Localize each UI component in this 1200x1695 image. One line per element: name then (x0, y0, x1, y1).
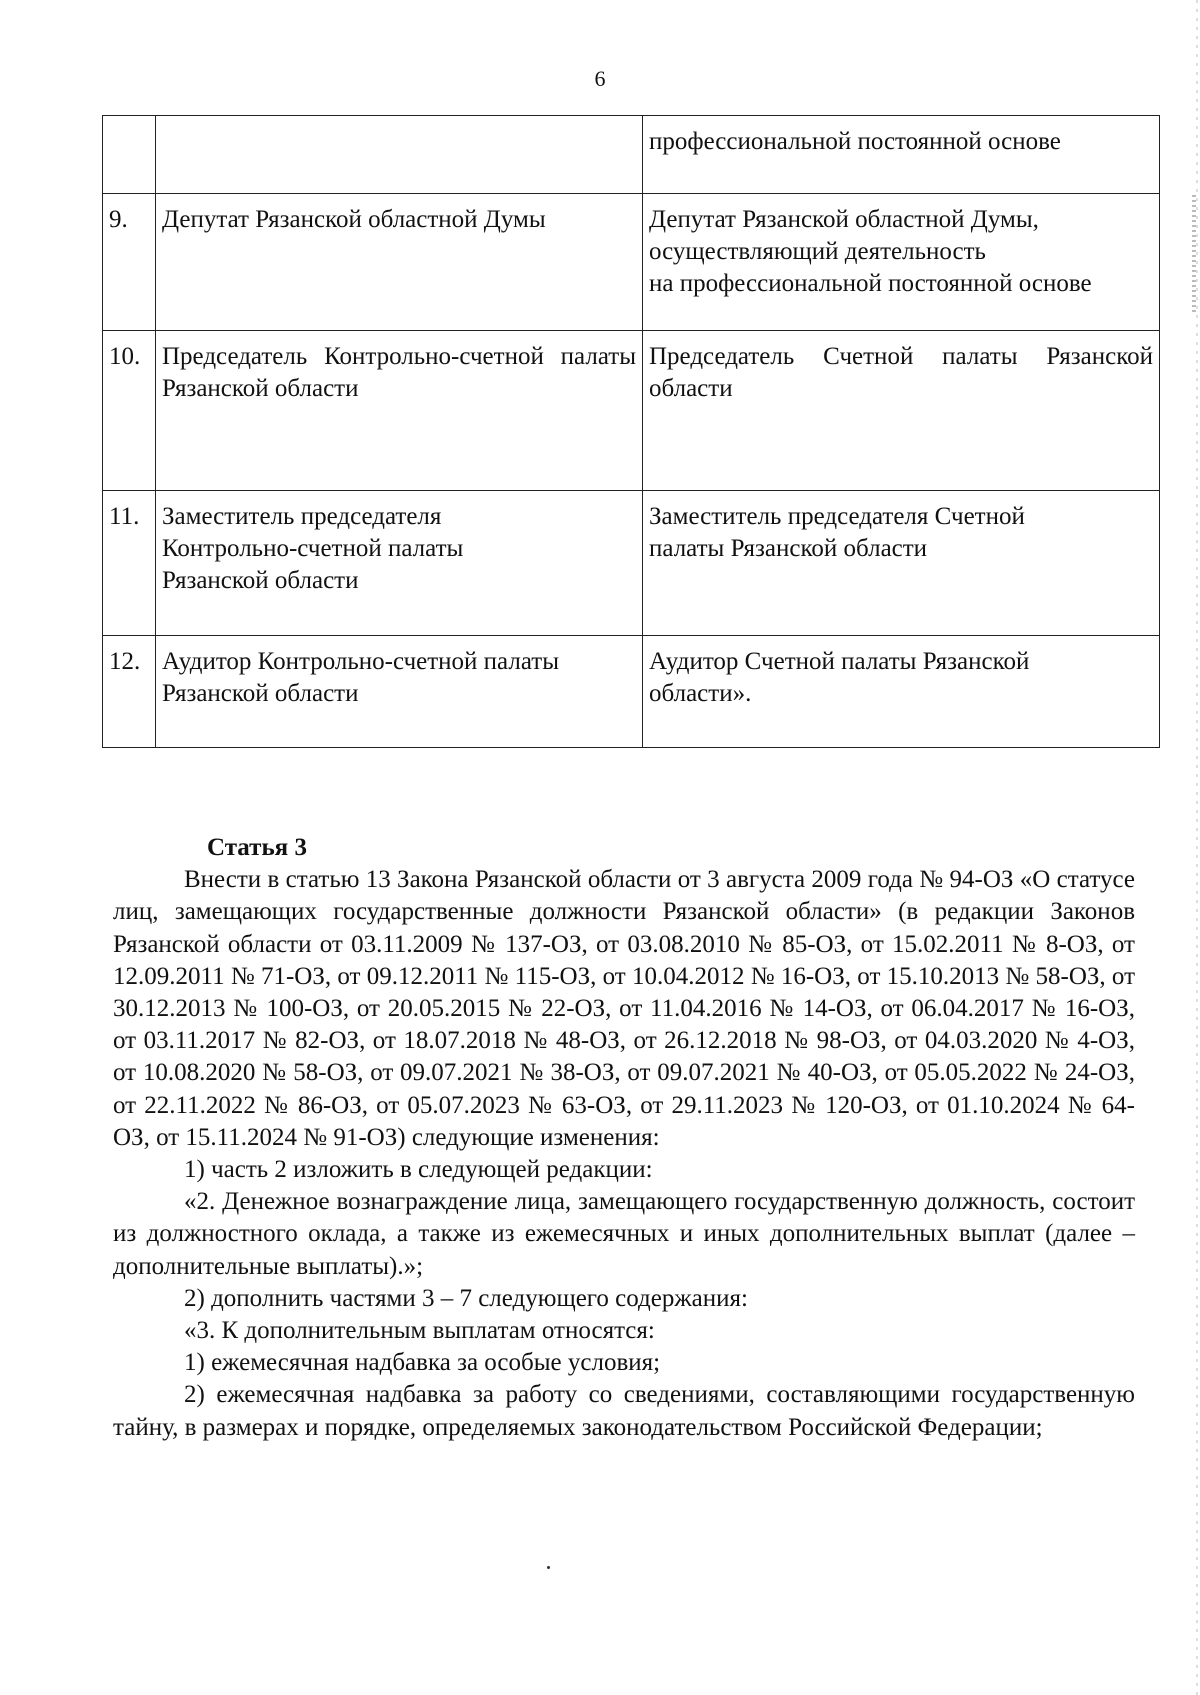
article-paragraph: Внести в статью 13 Закона Рязанской области от 3 августа 2009 года № 94-ОЗ «О статусе лиц, замещающих государственные должности Рязанской области» (в редакции Законов Рязанской области от 03.11.2009 № 137-ОЗ, от 03.08.2010 № 85-ОЗ, от 15.02.2011 № 8-ОЗ, от 12.09.2011 № 71-ОЗ, от 09.12.2011 № 115-ОЗ, от 10.04.2012 № 16-ОЗ, от 15.10.2013 № 58-ОЗ, от 30.12.2013 № 100-ОЗ, от 20.05.2015 № 22-ОЗ, от 11.04.2016 № 14-ОЗ, от 06.04.2017 № 16-ОЗ, от 03.11.2017 № 82-ОЗ, от 18.07.2018 № 48-ОЗ, от 26.12.2018 № 98-ОЗ, от 04.03.2020 № 4-ОЗ, от 10.08.2020 № 58-ОЗ, от 09.07.2021 № 38-ОЗ, от 09.07.2021 № 40-ОЗ, от 05.05.2022 № 24-ОЗ, от 22.11.2022 № 86-ОЗ, от 05.07.2023 № 63-ОЗ, от 29.11.2023 № 120-ОЗ, от 01.10.2024 № 64-ОЗ, от 15.11.2024 № 91-ОЗ) следующие изменения: (113, 866, 1135, 1151)
article-paragraph: «3. К дополнительным выплатам относятся: (184, 1317, 655, 1345)
article-paragraph: 2) ежемесячная надбавка за работу со сведениями, составляющими государственную тайну, в размерах и порядке, определяемых законодательством Российской Федерации; (113, 1381, 1135, 1441)
old-position (156, 116, 643, 194)
table-row (103, 194, 1160, 331)
table-row (103, 331, 1160, 491)
article-paragraph: 1) часть 2 изложить в следующей редакции: (184, 1156, 653, 1184)
article-3 (113, 832, 1135, 1444)
article-title: Статья 3 (207, 834, 307, 861)
new-position: Депутат Рязанской областной Думы, осуществляющий деятельность на профессиональной постоянной основе (643, 194, 1160, 331)
positions-table (102, 115, 1160, 748)
row-number (103, 116, 156, 194)
old-position: Председатель Контрольно-счетной палаты Рязанской области (156, 331, 643, 491)
old-position: Аудитор Контрольно-счетной палаты Рязанской области (156, 636, 643, 748)
table-row (103, 636, 1160, 748)
old-position: Депутат Рязанской областной Думы (156, 194, 643, 331)
scan-speck (547, 1566, 550, 1569)
table-row (103, 491, 1160, 636)
row-number: 9. (103, 194, 156, 331)
article-paragraph: 2) дополнить частями 3 – 7 следующего содержания: (184, 1284, 748, 1312)
new-position: Заместитель председателя Счетной палаты Рязанской области (643, 491, 1160, 636)
table-row (103, 116, 1160, 194)
scan-edge-line (1196, 0, 1198, 1695)
article-paragraph: «2. Денежное вознаграждение лица, замещающего государственную должность, состоит из должностного оклада, а также из ежемесячных и иных дополнительных выплат (далее – дополнительные выплаты).»; (113, 1188, 1135, 1280)
old-position: Заместитель председателя Контрольно-счетной палаты Рязанской области (156, 491, 643, 636)
row-number: 11. (103, 491, 156, 636)
article-paragraph: 1) ежемесячная надбавка за особые условия; (184, 1349, 661, 1377)
new-position: профессиональной постоянной основе (643, 116, 1160, 194)
new-position: Аудитор Счетной палаты Рязанской области». (643, 636, 1160, 748)
row-number: 10. (103, 331, 156, 491)
page-number: 6 (594, 66, 606, 91)
new-position: Председатель Счетной палаты Рязанской области (643, 331, 1160, 491)
row-number: 12. (103, 636, 156, 748)
